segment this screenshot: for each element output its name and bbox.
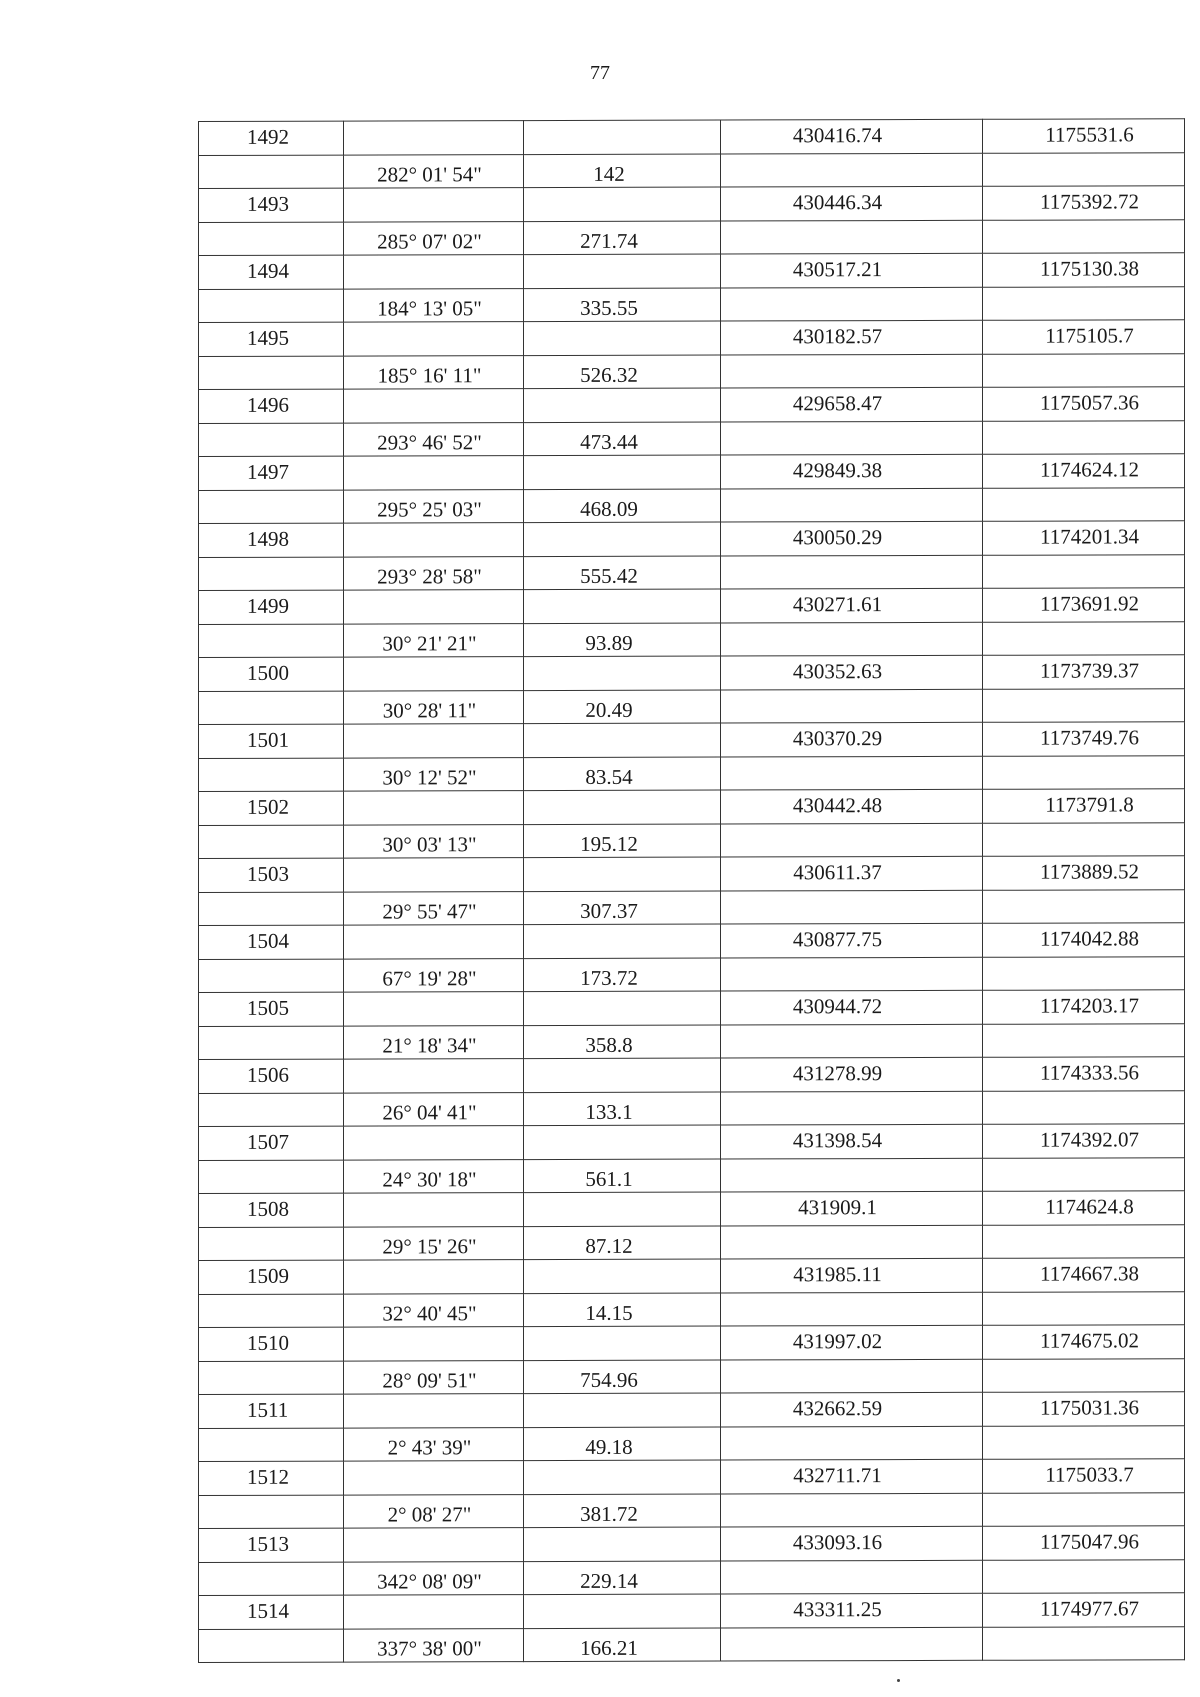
bearing-cell [344, 1528, 524, 1562]
bearing-cell [344, 523, 524, 557]
bearing-cell [344, 188, 524, 222]
bearing-cell: 28° 09' 51" [344, 1360, 524, 1394]
station-row [199, 1191, 1185, 1227]
table-body [199, 119, 1185, 1663]
station-cell: 1492 [199, 121, 344, 155]
distance-cell: 335.55 [524, 288, 721, 322]
segment-row [199, 755, 1185, 791]
bearing-cell: 29° 55' 47" [344, 891, 524, 925]
northing-cell: 429658.47 [721, 387, 983, 421]
bearing-cell [344, 992, 524, 1026]
easting-cell [983, 688, 1185, 722]
station-row [199, 1392, 1185, 1428]
distance-cell [524, 1125, 721, 1159]
station-row [199, 1325, 1185, 1361]
distance-cell: 468.09 [524, 489, 721, 523]
northing-cell [721, 823, 983, 857]
distance-cell: 173.72 [524, 958, 721, 992]
station-row [199, 454, 1185, 490]
distance-cell [524, 522, 721, 556]
station-row [199, 722, 1185, 758]
segment-row [199, 1358, 1185, 1394]
segment-row [199, 353, 1185, 389]
easting-cell: 1175031.36 [983, 1392, 1185, 1426]
station-row [199, 856, 1185, 892]
distance-cell [524, 321, 721, 355]
northing-cell: 431398.54 [721, 1124, 983, 1158]
distance-cell: 381.72 [524, 1494, 721, 1528]
segment-row [199, 621, 1185, 657]
bearing-cell: 24° 30' 18" [344, 1159, 524, 1193]
station-row [199, 320, 1185, 356]
station-row [199, 186, 1185, 222]
northing-cell [721, 1225, 983, 1259]
station-row [199, 1258, 1185, 1294]
distance-cell: 561.1 [524, 1159, 721, 1193]
station-row [199, 119, 1185, 155]
page-number: 77 [590, 62, 610, 84]
bearing-cell [344, 1260, 524, 1294]
bearing-cell [344, 1059, 524, 1093]
station-row [199, 1057, 1185, 1093]
bearing-cell: 21° 18' 34" [344, 1025, 524, 1059]
station-cell [199, 825, 344, 859]
bearing-cell [344, 255, 524, 289]
easting-cell [983, 353, 1185, 387]
northing-cell: 433311.25 [721, 1593, 983, 1627]
northing-cell: 430877.75 [721, 923, 983, 957]
bearing-cell [344, 1394, 524, 1428]
northing-cell: 430442.48 [721, 789, 983, 823]
bearing-cell [344, 1595, 524, 1629]
bearing-cell [344, 1461, 524, 1495]
distance-cell: 20.49 [524, 690, 721, 724]
station-cell [199, 892, 344, 926]
bearing-cell: 2° 08' 27" [344, 1494, 524, 1528]
distance-cell [524, 1393, 721, 1427]
segment-row [199, 822, 1185, 858]
bearing-cell [344, 925, 524, 959]
segment-row [199, 286, 1185, 322]
station-row [199, 1526, 1185, 1562]
easting-cell: 1174675.02 [983, 1325, 1185, 1359]
easting-cell [983, 822, 1185, 856]
station-cell: 1496 [199, 389, 344, 423]
distance-cell [524, 120, 721, 154]
segment-row [199, 1291, 1185, 1327]
bearing-cell [344, 791, 524, 825]
northing-cell [721, 555, 983, 589]
station-row [199, 789, 1185, 825]
easting-cell [983, 487, 1185, 521]
station-cell [199, 490, 344, 524]
station-cell: 1500 [199, 657, 344, 691]
distance-cell: 555.42 [524, 556, 721, 590]
northing-cell: 430611.37 [721, 856, 983, 890]
easting-cell: 1175130.38 [983, 253, 1185, 287]
northing-cell [721, 488, 983, 522]
easting-cell [983, 420, 1185, 454]
easting-cell [983, 889, 1185, 923]
easting-cell [983, 152, 1185, 186]
easting-cell: 1174392.07 [983, 1124, 1185, 1158]
northing-cell: 432662.59 [721, 1392, 983, 1426]
easting-cell: 1173889.52 [983, 856, 1185, 890]
segment-row [199, 219, 1185, 255]
segment-row [199, 1559, 1185, 1595]
station-cell: 1510 [199, 1327, 344, 1361]
northing-cell [721, 153, 983, 187]
northing-cell: 430517.21 [721, 253, 983, 287]
distance-cell [524, 991, 721, 1025]
station-row [199, 387, 1185, 423]
distance-cell [524, 790, 721, 824]
northing-cell [721, 1560, 983, 1594]
northing-cell: 430944.72 [721, 990, 983, 1024]
bearing-cell [344, 1193, 524, 1227]
distance-cell [524, 187, 721, 221]
segment-row [199, 487, 1185, 523]
northing-cell: 430370.29 [721, 722, 983, 756]
segment-row [199, 1090, 1185, 1126]
station-cell [199, 423, 344, 457]
northing-cell [721, 1426, 983, 1460]
easting-cell [983, 1157, 1185, 1191]
station-cell: 1512 [199, 1461, 344, 1495]
bearing-cell [344, 858, 524, 892]
station-cell: 1494 [199, 255, 344, 289]
bearing-cell: 342° 08' 09" [344, 1561, 524, 1595]
distance-cell: 93.89 [524, 623, 721, 657]
station-cell: 1507 [199, 1126, 344, 1160]
station-cell [199, 1495, 344, 1529]
northing-cell: 431997.02 [721, 1325, 983, 1359]
station-cell: 1505 [199, 992, 344, 1026]
northing-cell: 431278.99 [721, 1057, 983, 1091]
station-cell [199, 1361, 344, 1395]
segment-row [199, 554, 1185, 590]
northing-cell: 430182.57 [721, 320, 983, 354]
distance-cell: 358.8 [524, 1025, 721, 1059]
bearing-cell: 26° 04' 41" [344, 1092, 524, 1126]
easting-cell [983, 1291, 1185, 1325]
easting-cell: 1173749.76 [983, 722, 1185, 756]
station-cell: 1504 [199, 925, 344, 959]
northing-cell [721, 1091, 983, 1125]
station-cell [199, 1428, 344, 1462]
northing-cell: 433093.16 [721, 1526, 983, 1560]
station-cell [199, 1093, 344, 1127]
station-cell [199, 1294, 344, 1328]
easting-cell: 1174333.56 [983, 1057, 1185, 1091]
bearing-cell: 67° 19' 28" [344, 958, 524, 992]
distance-cell: 14.15 [524, 1293, 721, 1327]
northing-cell [721, 756, 983, 790]
easting-cell [983, 554, 1185, 588]
easting-cell: 1174042.88 [983, 923, 1185, 957]
easting-cell: 1174203.17 [983, 990, 1185, 1024]
northing-cell [721, 890, 983, 924]
bearing-cell [344, 590, 524, 624]
bearing-cell: 30° 28' 11" [344, 690, 524, 724]
distance-cell [524, 1460, 721, 1494]
easting-cell: 1174624.8 [983, 1191, 1185, 1225]
northing-cell: 431909.1 [721, 1191, 983, 1225]
bearing-cell: 185° 16' 11" [344, 355, 524, 389]
distance-cell [524, 924, 721, 958]
station-cell: 1503 [199, 858, 344, 892]
easting-cell: 1175105.7 [983, 320, 1185, 354]
bearing-cell [344, 389, 524, 423]
station-row [199, 588, 1185, 624]
bearing-cell: 30° 21' 21" [344, 623, 524, 657]
station-cell [199, 959, 344, 993]
bearing-cell [344, 1126, 524, 1160]
station-row [199, 655, 1185, 691]
station-cell [199, 1160, 344, 1194]
distance-cell: 166.21 [524, 1628, 721, 1662]
northing-cell [721, 622, 983, 656]
easting-cell: 1173739.37 [983, 655, 1185, 689]
northing-cell [721, 1493, 983, 1527]
easting-cell: 1174977.67 [983, 1593, 1185, 1627]
distance-cell [524, 254, 721, 288]
bearing-cell: 30° 03' 13" [344, 824, 524, 858]
segment-row [199, 1023, 1185, 1059]
station-cell [199, 1562, 344, 1596]
station-cell: 1502 [199, 791, 344, 825]
distance-cell: 473.44 [524, 422, 721, 456]
station-cell [199, 557, 344, 591]
bearing-cell: 2° 43' 39" [344, 1427, 524, 1461]
station-row [199, 1124, 1185, 1160]
station-cell: 1493 [199, 188, 344, 222]
easting-cell [983, 286, 1185, 320]
distance-cell: 83.54 [524, 757, 721, 791]
station-cell: 1511 [199, 1394, 344, 1428]
bearing-cell: 295° 25' 03" [344, 489, 524, 523]
northing-cell [721, 1292, 983, 1326]
bearing-cell: 282° 01' 54" [344, 154, 524, 188]
segment-row [199, 1492, 1185, 1528]
northing-cell [721, 957, 983, 991]
easting-cell: 1174667.38 [983, 1258, 1185, 1292]
distance-cell [524, 1058, 721, 1092]
station-cell: 1514 [199, 1595, 344, 1629]
bearing-cell [344, 657, 524, 691]
distance-cell [524, 1192, 721, 1226]
bearing-cell: 184° 13' 05" [344, 288, 524, 322]
station-cell [199, 356, 344, 390]
station-cell: 1501 [199, 724, 344, 758]
easting-cell: 1174624.12 [983, 454, 1185, 488]
easting-cell [983, 755, 1185, 789]
station-cell: 1513 [199, 1528, 344, 1562]
northing-cell [721, 287, 983, 321]
scan-speck [897, 1679, 900, 1682]
distance-cell: 271.74 [524, 221, 721, 255]
northing-cell: 430416.74 [721, 119, 983, 153]
easting-cell [983, 1425, 1185, 1459]
easting-cell: 1175033.7 [983, 1459, 1185, 1493]
station-cell [199, 289, 344, 323]
easting-cell: 1173791.8 [983, 789, 1185, 823]
bearing-cell: 29° 15' 26" [344, 1226, 524, 1260]
northing-cell [721, 1627, 983, 1661]
bearing-cell: 30° 12' 52" [344, 757, 524, 791]
distance-cell: 142 [524, 154, 721, 188]
bearing-cell [344, 724, 524, 758]
bearing-cell: 285° 07' 02" [344, 221, 524, 255]
northing-cell [721, 1024, 983, 1058]
station-cell: 1498 [199, 523, 344, 557]
northing-cell: 432711.71 [721, 1459, 983, 1493]
northing-cell: 430050.29 [721, 521, 983, 555]
distance-cell: 133.1 [524, 1092, 721, 1126]
northing-cell [721, 689, 983, 723]
distance-cell: 526.32 [524, 355, 721, 389]
distance-cell: 49.18 [524, 1427, 721, 1461]
station-cell [199, 758, 344, 792]
station-cell [199, 624, 344, 658]
northing-cell: 430352.63 [721, 655, 983, 689]
station-cell: 1495 [199, 322, 344, 356]
easting-cell [983, 1358, 1185, 1392]
bearing-cell [344, 456, 524, 490]
station-row [199, 990, 1185, 1026]
northing-cell: 430446.34 [721, 186, 983, 220]
bearing-cell [344, 121, 524, 155]
distance-cell [524, 1259, 721, 1293]
northing-cell [721, 421, 983, 455]
distance-cell [524, 1527, 721, 1561]
station-cell [199, 691, 344, 725]
easting-cell [983, 1492, 1185, 1526]
easting-cell: 1174201.34 [983, 521, 1185, 555]
distance-cell [524, 1594, 721, 1628]
distance-cell: 195.12 [524, 824, 721, 858]
station-cell [199, 1227, 344, 1261]
easting-cell [983, 621, 1185, 655]
distance-cell [524, 589, 721, 623]
easting-cell: 1175057.36 [983, 387, 1185, 421]
northing-cell [721, 1158, 983, 1192]
survey-coordinates-table [198, 118, 1185, 1663]
distance-cell [524, 388, 721, 422]
distance-cell [524, 723, 721, 757]
segment-row [199, 1626, 1185, 1662]
easting-cell [983, 1023, 1185, 1057]
bearing-cell [344, 322, 524, 356]
bearing-cell: 32° 40' 45" [344, 1293, 524, 1327]
northing-cell: 429849.38 [721, 454, 983, 488]
distance-cell: 754.96 [524, 1360, 721, 1394]
distance-cell [524, 857, 721, 891]
northing-cell: 430271.61 [721, 588, 983, 622]
bearing-cell: 337° 38' 00" [344, 1628, 524, 1662]
distance-cell [524, 1326, 721, 1360]
bearing-cell: 293° 46' 52" [344, 422, 524, 456]
easting-cell [983, 1090, 1185, 1124]
easting-cell: 1175531.6 [983, 119, 1185, 153]
segment-row [199, 688, 1185, 724]
station-row [199, 1459, 1185, 1495]
distance-cell: 87.12 [524, 1226, 721, 1260]
station-cell [199, 155, 344, 189]
northing-cell [721, 220, 983, 254]
station-cell: 1497 [199, 456, 344, 490]
northing-cell [721, 354, 983, 388]
easting-cell [983, 1224, 1185, 1258]
station-cell [199, 1629, 344, 1663]
station-cell: 1508 [199, 1193, 344, 1227]
segment-row [199, 889, 1185, 925]
northing-cell: 431985.11 [721, 1258, 983, 1292]
station-cell [199, 222, 344, 256]
station-row [199, 253, 1185, 289]
easting-cell: 1173691.92 [983, 588, 1185, 622]
station-cell: 1499 [199, 590, 344, 624]
station-cell [199, 1026, 344, 1060]
bearing-cell [344, 1327, 524, 1361]
easting-cell: 1175392.72 [983, 186, 1185, 220]
segment-row [199, 1425, 1185, 1461]
distance-cell: 229.14 [524, 1561, 721, 1595]
segment-row [199, 1224, 1185, 1260]
station-row [199, 923, 1185, 959]
segment-row [199, 956, 1185, 992]
easting-cell [983, 956, 1185, 990]
distance-cell [524, 656, 721, 690]
easting-cell [983, 1626, 1185, 1660]
station-row [199, 521, 1185, 557]
station-cell: 1509 [199, 1260, 344, 1294]
bearing-cell: 293° 28' 58" [344, 556, 524, 590]
segment-row [199, 1157, 1185, 1193]
segment-row [199, 152, 1185, 188]
easting-cell [983, 219, 1185, 253]
station-row [199, 1593, 1185, 1629]
distance-cell: 307.37 [524, 891, 721, 925]
station-cell: 1506 [199, 1059, 344, 1093]
easting-cell [983, 1559, 1185, 1593]
northing-cell [721, 1359, 983, 1393]
easting-cell: 1175047.96 [983, 1526, 1185, 1560]
segment-row [199, 420, 1185, 456]
distance-cell [524, 455, 721, 489]
